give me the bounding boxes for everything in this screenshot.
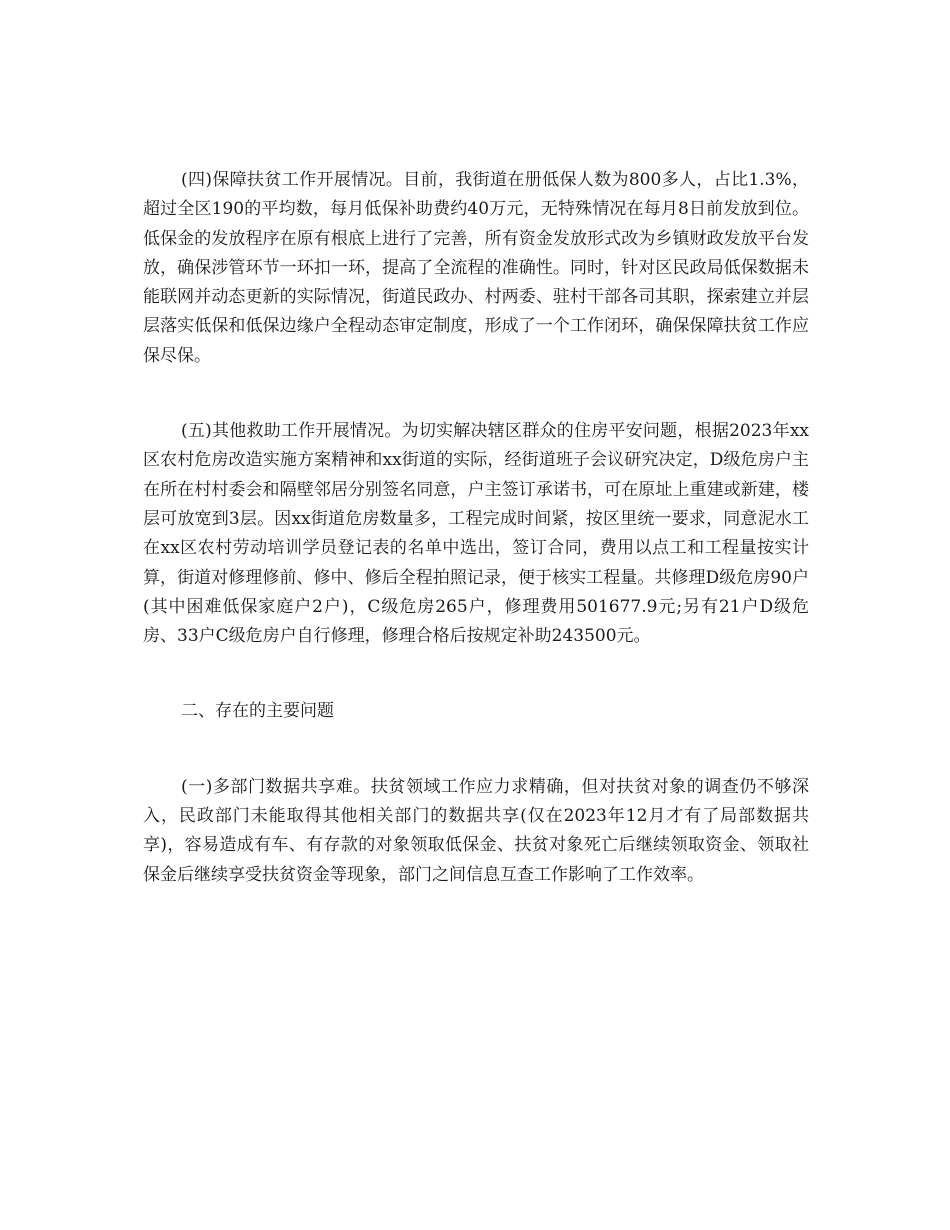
paragraph-security-poverty: (四)保障扶贫工作开展情况。目前，我街道在册低保人数为800多人，占比1.3%，超过全区190的平均数，每月低保补助费约40万元，无特殊情况在每月8日前发放到位。低保金的发放程序在原有根底上进行了完善，所有资金发放形式改为乡镇财政发放平台发放，确保涉管环节一环扣一环，提高了全流程的准确性。同时，针对区民政局低保数据未能联网并动态更新的实际情况，街道民政办、村两委、驻村干部各司其职，探索建立并层层落实低保和低保边缘户全程动态审定制度，形成了一个工作闭环，确保保障扶贫工作应保尽保。 — [143, 170, 809, 366]
paragraph-data-sharing: (一)多部门数据共享难。扶贫领域工作应力求精确，但对扶贫对象的调查仍不够深入，民政部门未能取得其他相关部门的数据共享(仅在2023年12月才有了局部数据共享)，容易造成有车、有存款的对象领取低保金、扶贫对象死亡后继续领取资金、领取社保金后继续享受扶贫资金等现象，部门之间信息互查工作影响了工作效率。 — [143, 776, 809, 885]
paragraph-other-assistance: (五)其他救助工作开展情况。为切实解决辖区群众的住房平安问题，根据2023年xx区农村危房改造实施方案精神和xx街道的实际，经街道班子会议研究决定，D级危房户主在所在村村委会和隔壁邻居分别签名同意，户主签订承诺书，可在原址上重建或新建，楼层可放宽到3层。因xx街道危房数量多，工程完成时间紧，按区里统一要求，同意泥水工在xx区农村劳动培训学员登记表的名单中选出，签订合同，费用以点工和工程量按实计算，街道对修理修前、修中、修后全程拍照记录，便于核实工程量。共修理D级危房90户(其中困难低保家庭户2户)，C级危房265户，修理费用501677.9元;另有21户D级危房、33户C级危房户自行修理，修理合格后按规定补助243500元。 — [143, 421, 809, 647]
document-body — [143, 166, 809, 890]
section-heading-main-problems: 二、存在的主要问题 — [181, 701, 334, 722]
